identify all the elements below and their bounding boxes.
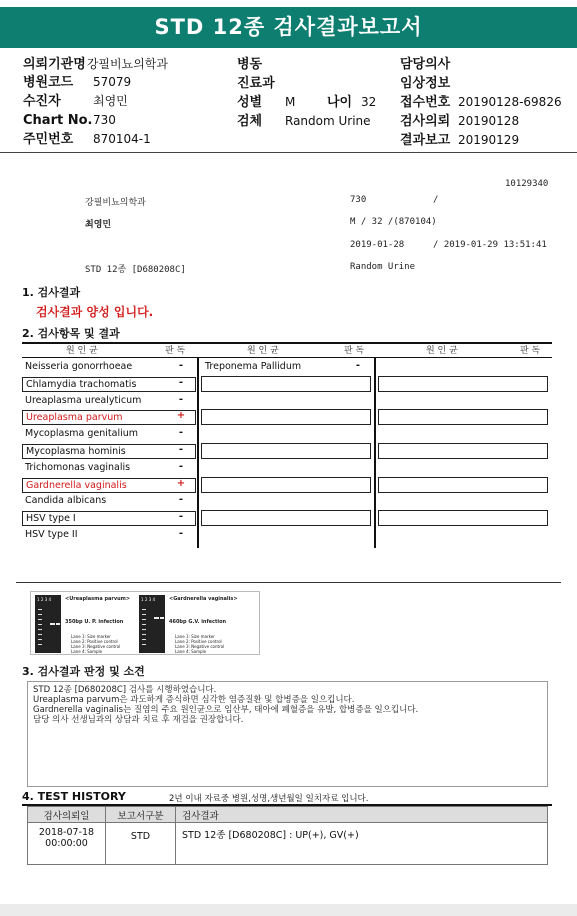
header-divider xyxy=(0,152,577,153)
gel-legend-1b: Lane 2: Positive control xyxy=(71,639,118,644)
receipt-no-label: 접수번호 xyxy=(400,95,451,110)
table-row xyxy=(28,823,548,865)
specimen-value: Random Urine xyxy=(285,114,371,128)
empty-result-box xyxy=(201,443,371,459)
gel-panel-2: 1 2 3 4 xyxy=(139,595,165,653)
section4-heading: 4. TEST HISTORY xyxy=(22,790,126,803)
section3-heading: 3. 검사결과 판정 및 소견 xyxy=(22,665,145,678)
slip-report-date: / 2019-01-29 13:51:41 xyxy=(433,240,547,250)
header-col2 xyxy=(237,55,376,131)
organism-name: Chlamydia trachomatis xyxy=(22,377,196,392)
hospital-value: 강필비뇨의학과 xyxy=(86,57,168,71)
report-title: STD 12종 검사결과보고서 xyxy=(0,7,577,48)
history-col-date: 검사의뢰일 xyxy=(28,807,106,823)
history-date: 2018-07-18 xyxy=(38,827,95,838)
empty-result-box xyxy=(378,510,548,526)
request-date-label: 검사의뢰 xyxy=(400,114,451,129)
resident-no-label: 주민번호 xyxy=(23,132,74,147)
clinical-info-label: 임상정보 xyxy=(400,76,451,91)
findings-box xyxy=(27,681,548,787)
request-date-value: 20190128 xyxy=(458,114,520,128)
gel-panel2-title: <Gardnerella vaginalis> xyxy=(169,596,238,602)
report-date-value: 20190129 xyxy=(458,133,520,147)
organism-name: Neisseria gonorrhoeae xyxy=(25,361,133,372)
section2-heading: 2. 검사항목 및 결과 xyxy=(22,327,120,340)
history-table xyxy=(27,806,548,865)
organism-judge: - xyxy=(178,427,184,438)
treponema-judge: - xyxy=(355,360,361,371)
gel-legend-2b: Lane 2: Positive control xyxy=(175,639,222,644)
slip-request-date: 2019-01-28 xyxy=(350,240,405,250)
empty-result-box xyxy=(201,510,371,526)
table-top-rule xyxy=(22,342,552,344)
header-col1 xyxy=(23,55,168,149)
sex-label: 성별 xyxy=(237,95,263,110)
table-header-rule xyxy=(22,357,552,358)
positive-result: 검사결과 양성 입니다. xyxy=(36,305,154,319)
gel-legend-1a: Lane 1: Size marker xyxy=(71,634,111,639)
dept-label: 진료과 xyxy=(237,76,275,91)
gel-panel1-band: 350bp U. P. infection xyxy=(65,619,124,625)
empty-result-box xyxy=(378,477,548,493)
hospital-code-value: 57079 xyxy=(93,75,132,89)
empty-result-box xyxy=(378,443,548,459)
chart-no-label: Chart No. xyxy=(23,113,93,128)
slip-slash: / xyxy=(433,195,439,205)
col1-organism-header: 원 인 균 xyxy=(66,346,98,356)
organism-name: Ureaplasma parvum xyxy=(22,410,196,425)
hospital-label: 의뢰기관명 xyxy=(23,57,86,72)
patient-label: 수진자 xyxy=(23,94,61,109)
table-bottom-rule xyxy=(16,582,561,583)
col2-organism-header: 원 인 균 xyxy=(247,346,279,356)
gel-legend-2d: Lane 4: Sample xyxy=(175,649,207,654)
history-col-type: 보고서구분 xyxy=(106,807,176,823)
findings-line: STD 12종 [D680208C] 검사를 시행하였습니다. xyxy=(33,685,217,695)
organism-judge: - xyxy=(178,394,184,405)
history-result: STD 12종 [D680208C] : UP(+), GV(+) xyxy=(176,823,548,865)
empty-result-box xyxy=(201,477,371,493)
col3-judge-header: 판 독 xyxy=(520,346,541,356)
slip-patient: 최영민 xyxy=(85,220,112,230)
organism-name: Ureaplasma urealyticum xyxy=(25,395,142,406)
slip-test-name: STD 12종 [D680208C] xyxy=(85,265,186,275)
slip-chart: 730 xyxy=(350,195,367,205)
history-header-row xyxy=(28,807,548,823)
organism-judge: - xyxy=(178,360,184,371)
receipt-no-value: 20190128-69826 xyxy=(458,95,562,109)
gel-legend-2a: Lane 1: Size marker xyxy=(175,634,215,639)
resident-no-value: 870104-1 xyxy=(93,132,151,146)
bottom-bar xyxy=(0,904,577,916)
gel-legend-2c: Lane 3: Negative control xyxy=(175,644,225,649)
organism-name: Mycoplasma hominis xyxy=(22,444,196,459)
gel-legend-1c: Lane 3: Negative control xyxy=(71,644,121,649)
history-col-result: 검사결과 xyxy=(176,807,548,823)
slip-specimen: Random Urine xyxy=(350,262,416,272)
organism-judge: + xyxy=(176,410,186,421)
findings-line: 담당 의사 선생님과의 상담과 치료 후 재검을 권장합니다. xyxy=(33,715,244,725)
hospital-code-label: 병원코드 xyxy=(23,75,74,90)
empty-result-box xyxy=(201,409,371,425)
history-note: 2년 이내 자료중 병원,성명,생년월일 일치자료 입니다. xyxy=(169,794,369,804)
slip-hospital: 강필비뇨의학과 xyxy=(85,198,146,208)
age-label: 나이 xyxy=(327,95,353,110)
organism-name: Mycoplasma genitalium xyxy=(25,428,139,439)
organism-judge: - xyxy=(178,511,184,522)
doctor-label: 담당의사 xyxy=(400,57,451,72)
empty-result-box xyxy=(201,376,371,392)
organism-judge: - xyxy=(178,528,184,539)
slip-sex-age: M / 32 /(870104) xyxy=(350,217,437,227)
col1-judge-header: 판 독 xyxy=(165,346,186,356)
sex-value: M xyxy=(285,95,296,109)
organism-judge: - xyxy=(178,461,184,472)
organism-judge: - xyxy=(178,494,184,505)
gel-electrophoresis-image xyxy=(30,591,260,655)
ward-label: 병동 xyxy=(237,57,263,72)
organism-name: HSV type I xyxy=(22,511,196,526)
section1-heading: 1. 검사결과 xyxy=(22,286,81,299)
organism-name: Gardnerella vaginalis xyxy=(22,478,196,493)
empty-result-box xyxy=(378,376,548,392)
empty-result-box xyxy=(378,409,548,425)
organism-judge: + xyxy=(176,478,186,489)
gel-legend-1d: Lane 4: Sample xyxy=(71,649,103,654)
organism-name: HSV type II xyxy=(25,529,78,540)
findings-line: Ureaplasma parvum은 과도하게 증식하면 심각한 염증질환 및 합병증을 일으킵니다. xyxy=(33,695,355,705)
gel-panel-1: 1 2 3 4 xyxy=(35,595,61,653)
organism-name: Trichomonas vaginalis xyxy=(25,462,131,473)
age-value: 32 xyxy=(361,95,377,109)
col-divider-1 xyxy=(197,358,199,548)
organism-name: Candida albicans xyxy=(25,495,107,506)
col-divider-2 xyxy=(374,358,376,548)
gel-panel1-title: <Ureaplasma parvum> xyxy=(65,596,131,602)
chart-no-value: 730 xyxy=(93,113,116,127)
organism-judge: - xyxy=(178,444,184,455)
treponema-name: Treponema Pallidum xyxy=(205,361,302,372)
organism-judge: - xyxy=(178,377,184,388)
specimen-label: 검체 xyxy=(237,114,263,129)
patient-value: 최영민 xyxy=(93,94,128,108)
history-time: 00:00:00 xyxy=(45,838,88,849)
history-type: STD xyxy=(106,823,176,865)
report-date-label: 결과보고 xyxy=(400,133,451,148)
findings-line: Gardnerella vaginalis는 질염의 주요 원인균으로 임산부, 태아에 폐혈증을 유발, 합병증을 일으킵니다. xyxy=(33,705,419,715)
slip-number: 10129340 xyxy=(505,179,549,189)
history-date-cell xyxy=(28,823,106,865)
gel-panel2-band: 460bp G.V. infection xyxy=(169,619,227,625)
col2-judge-header: 판 독 xyxy=(344,346,365,356)
header-col3 xyxy=(400,55,562,150)
col3-organism-header: 원 인 균 xyxy=(426,346,458,356)
